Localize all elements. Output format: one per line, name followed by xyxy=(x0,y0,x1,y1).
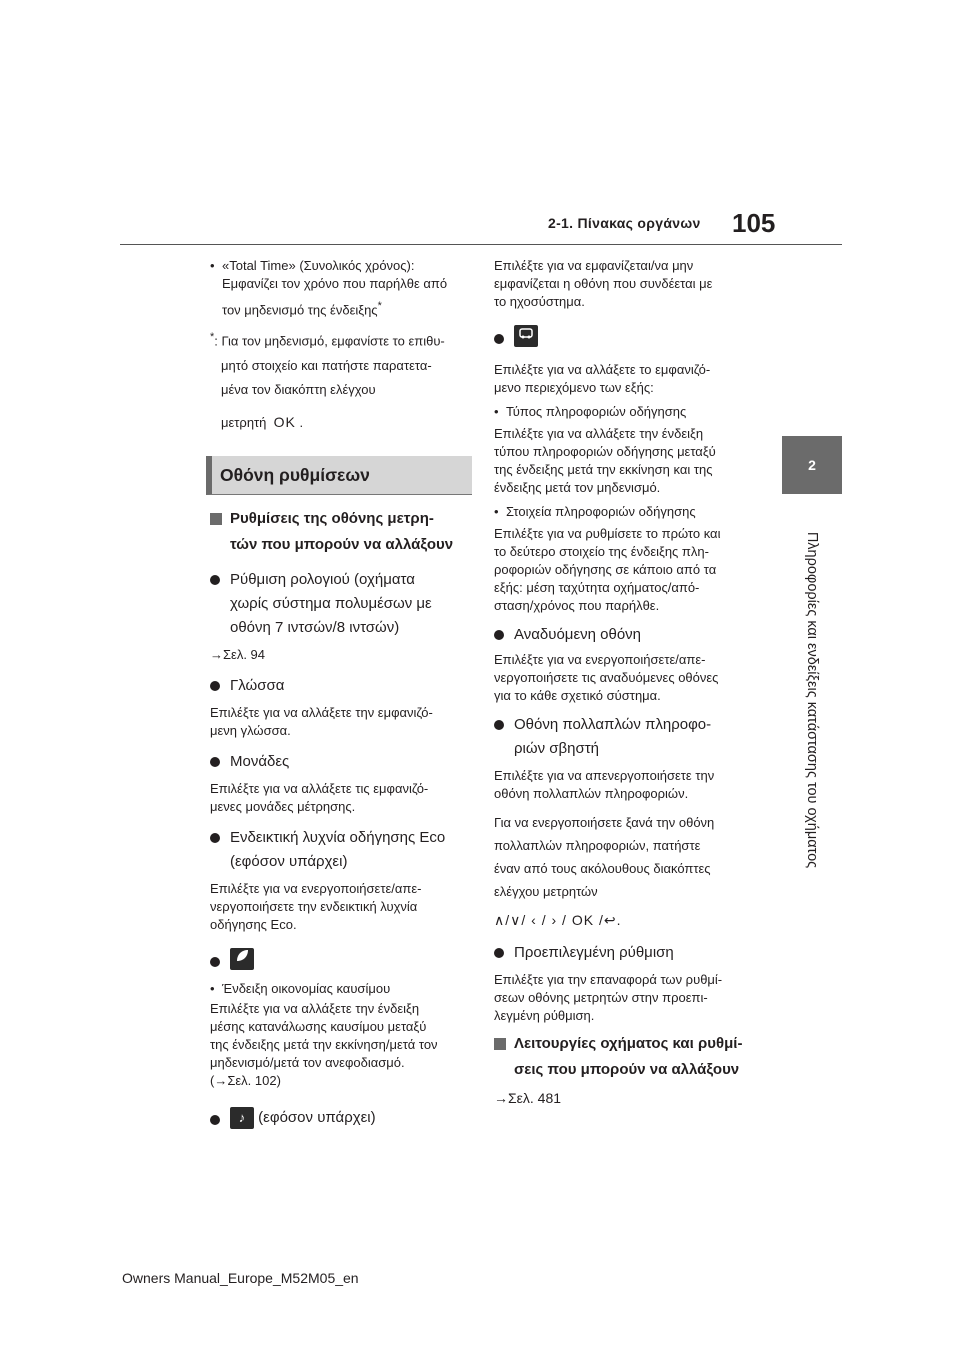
info-text: Επιλέξτε για να αλλάξετε το εμφανιζό- μενο περιεχόμενο των εξής: xyxy=(494,362,711,395)
info-type-item: • Τύπος πληροφοριών οδήγησης xyxy=(494,403,754,421)
eco-heading: Ενδεικτική λυχνία οδήγησης Eco (εφόσον υπάρχει) xyxy=(210,826,468,874)
multi-info-text: Επιλέξτε για να απενεργοποιήσετε την οθόνη πολλαπλών πληροφοριών. xyxy=(494,768,715,801)
footer-text: Owners Manual_Europe_M52M05_en xyxy=(122,1270,359,1286)
driving-info-icon xyxy=(514,325,538,347)
left-column xyxy=(210,257,468,1132)
units-text: Επιλέξτε για να αλλάξετε τις εμφανιζό- μενες μονάδες μέτρησης. xyxy=(210,780,429,814)
ok-key: OK xyxy=(273,413,296,430)
total-time-item xyxy=(210,257,468,319)
music-note-icon: ♪ xyxy=(230,1107,254,1129)
vehicle-heading: Λειτουργίες οχήματος και ρυθμί- σεις που μπορούν να αλλάξουν xyxy=(494,1031,754,1083)
text-line: μετρητή OK . xyxy=(221,413,304,430)
info-items-item: • Στοιχεία πληροφοριών οδήγησης xyxy=(494,503,754,521)
control-keys: ∧/∨/ ‹ / › / OK /↩. xyxy=(494,912,622,928)
info-type-text: Επιλέξτε για να αλλάξετε την ένδειξη τύπου πληροφοριών οδήγησης μεταξύ της ένδειξης μετά την εκκίνηση και της ένδειξης μετά τον μηδενισμό. xyxy=(494,426,716,495)
info-items-text: Επιλέξτε για να ρυθμίσετε το πρώτο και το δεύτερο στοιχείο της ένδειξης πλη- ροφοριών οδήγησης σε κάποιο από τα εξής: μέση ταχύτητα οχήματος/από- σταση/χρόνος που παρήλθε. xyxy=(494,526,721,613)
info-item xyxy=(494,325,754,351)
page-number: 105 xyxy=(732,208,776,238)
fuel-text: Επιλέξτε για να αλλάξετε την ένδειξη μέσης κατανάλωσης καυσίμου μεταξύ της ένδειξης μετά την εκκίνηση/μετά τον μηδενισμό/μετά τον ανεφοδιασμό. (→Σελ. 102) xyxy=(210,1000,438,1088)
leaf-item xyxy=(210,948,468,974)
default-heading: Προεπιλεγμένη ρύθμιση xyxy=(494,941,754,965)
text-line: τον μηδενισμό της ένδειξης* xyxy=(222,300,382,318)
page-ref: →Σελ. 481 xyxy=(494,1090,562,1106)
audio-text: Επιλέξτε για να εμφανίζεται/να μην εμφανίζεται η οθόνη που συνδέεται με το ηχοσύστημα. xyxy=(494,258,713,309)
multi-info-reenable: Για να ενεργοποιήσετε ξανά την οθόνη πολλαπλών πληροφοριών, πατήστε έναν από τους ακόλουθους διακόπτες ελέγχου μετρητών xyxy=(494,815,715,899)
chapter-tab: 2 xyxy=(782,436,842,494)
right-column xyxy=(494,257,754,1107)
default-text: Επιλέξτε για την επαναφορά των ρυθμί- σεων οθόνης μετρητών στην προεπι- λεγμένη ρύθμιση. xyxy=(494,972,723,1023)
fuel-economy-item: • Ένδειξη οικονομίας καυσίμου xyxy=(210,980,468,998)
popup-text: Επιλέξτε για να ενεργοποιήσετε/απε- νεργοποιήσετε τις αναδυόμενες οθόνες για το κάθε σχετικό σύστημα. xyxy=(494,652,719,703)
eco-text: Επιλέξτε για να ενεργοποιήσετε/απε- νεργοποιήσετε την ενδεικτική λυχνία οδήγησης Eco. xyxy=(210,880,422,932)
text-line: μητό στοιχείο και πατήστε παρατετα- xyxy=(221,357,432,373)
chapter-title: Πληροφορίες και ενδείξεις κατάστασης του οχήματος xyxy=(804,531,820,869)
units-heading: Μονάδες xyxy=(210,750,468,774)
footnote xyxy=(210,325,468,434)
clock-heading: Ρύθμιση ρολογιού (οχήματα χωρίς σύστημα πολυμέσων με οθόνη 7 ιντσών/8 ιντσών) xyxy=(210,568,468,640)
language-heading: Γλώσσα xyxy=(210,674,468,698)
text-line: *: Για τον μηδενισμό, εμφανίστε το επιθυ- xyxy=(210,331,445,349)
language-text: Επιλέξτε για να αλλάξετε την εμφανιζό- μενη γλώσσα. xyxy=(210,704,433,738)
footnote-mark: * xyxy=(377,300,382,312)
audio-item xyxy=(210,1106,468,1132)
multi-info-heading: Οθόνη πολλαπλών πληροφο- ριών σβηστή xyxy=(494,713,754,761)
section-title: 2-1. Πίνακας οργάνων xyxy=(548,215,701,231)
leaf-icon xyxy=(230,948,254,970)
text-line: μένα τον διακόπτη ελέγχου xyxy=(221,381,376,397)
popup-heading: Αναδυόμενη οθόνη xyxy=(494,623,754,647)
settings-screen-heading: Οθόνη ρυθμίσεων xyxy=(206,456,472,495)
text-line: Εμφανίζει τον χρόνο που παρήλθε από xyxy=(222,276,448,291)
sub-heading: Ρυθμίσεις της οθόνης μετρη- τών που μπορούν να αλλάξουν xyxy=(210,506,468,558)
page-ref: →Σελ. 94 xyxy=(210,646,266,662)
header-rule xyxy=(120,244,842,245)
audio-suffix: (εφόσον υπάρχει) xyxy=(258,1108,376,1126)
text-line: • «Total Time» (Συνολικός χρόνος): xyxy=(222,258,415,273)
